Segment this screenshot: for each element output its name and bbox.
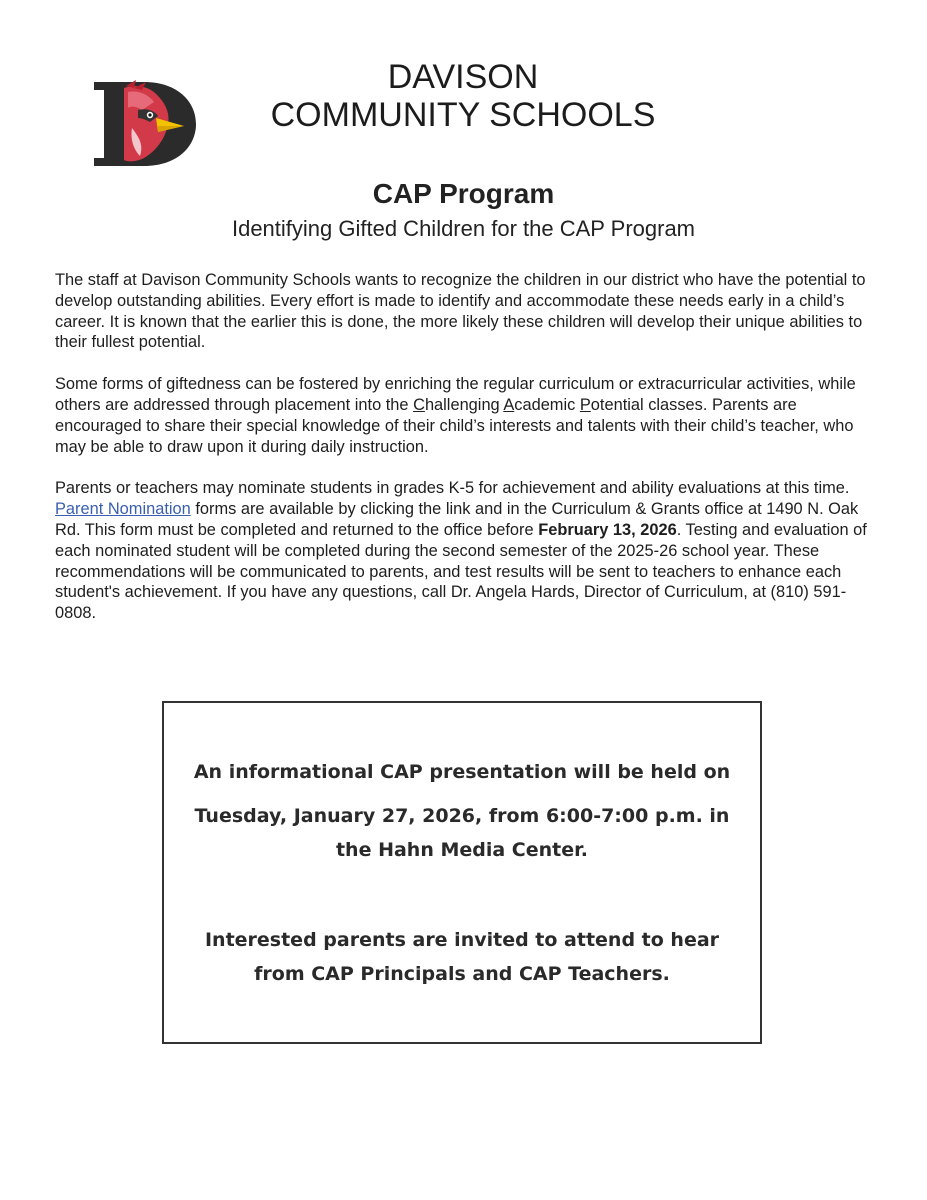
p3-middle: forms are available by clicking the link and in the Curriculum & Grants office at 1490 N. Oak Rd. This form must be completed and returned to the office before [55, 500, 859, 539]
notice-line-1: An informational CAP presentation will be held on [193, 761, 731, 783]
parent-nomination-link[interactable]: Parent Nomination [55, 500, 191, 519]
p2-after: classes. Parents are encouraged to share their special knowledge of their child’s interests and talents with their child’s teacher, who may be able to draw upon it during daily instruction. [55, 395, 854, 456]
a-initial: A [503, 395, 515, 414]
paragraph-intro: The staff at Davison Community Schools wants to recognize the children in our district who have the potential to develop outstanding abilities. Every effort is made to identify and accommodate these needs early in a child’s career. It is known that the earlier this is done, the more likely these children will develop their unique abilities to their fullest potential. [55, 271, 866, 352]
paragraph-nomination [55, 478, 885, 624]
deadline-date: February 13, 2026 [538, 520, 677, 539]
p-rest: otential [590, 395, 644, 414]
paragraph-giftedness [55, 374, 885, 457]
a-rest: cademic [514, 395, 580, 414]
district-name [238, 58, 688, 134]
p2-before: Some forms of giftedness can be fostered by enriching the regular curriculum or extracurricular activities, while others are addressed through placement into the [55, 375, 856, 414]
notice-line-2: Tuesday, January 27, 2026, from 6:00-7:00 p.m. in the Hahn Media Center. [194, 805, 730, 861]
program-title: CAP Program [372, 178, 555, 209]
district-line-1: DAVISON [387, 58, 539, 96]
program-subtitle: Identifying Gifted Children for the CAP Program [231, 216, 696, 241]
notice-line-3: Interested parents are invited to attend to hear from CAP Principals and CAP Teachers. [204, 929, 720, 985]
district-line-2: COMMUNITY SCHOOLS [270, 96, 656, 134]
c-rest: hallenging [424, 395, 504, 414]
p-initial: P [579, 395, 591, 414]
cardinal-d-logo-icon [92, 80, 198, 168]
presentation-notice-box [162, 701, 762, 1044]
c-initial: C [413, 395, 425, 414]
p3-before: Parents or teachers may nominate students in grades K-5 for achievement and ability evaluations at this time. [55, 479, 850, 498]
body-text [55, 270, 885, 645]
p3-after: . Testing and evaluation of each nominated student will be completed during the second semester of the 2025-26 school year. These recommendations will be communicated to parents, and test results will be sent to teachers to enhance each student's achievement. If you have any questions, call Dr. Angela Hards, Director of Curriculum, at (810) 591-0808. [55, 520, 867, 623]
